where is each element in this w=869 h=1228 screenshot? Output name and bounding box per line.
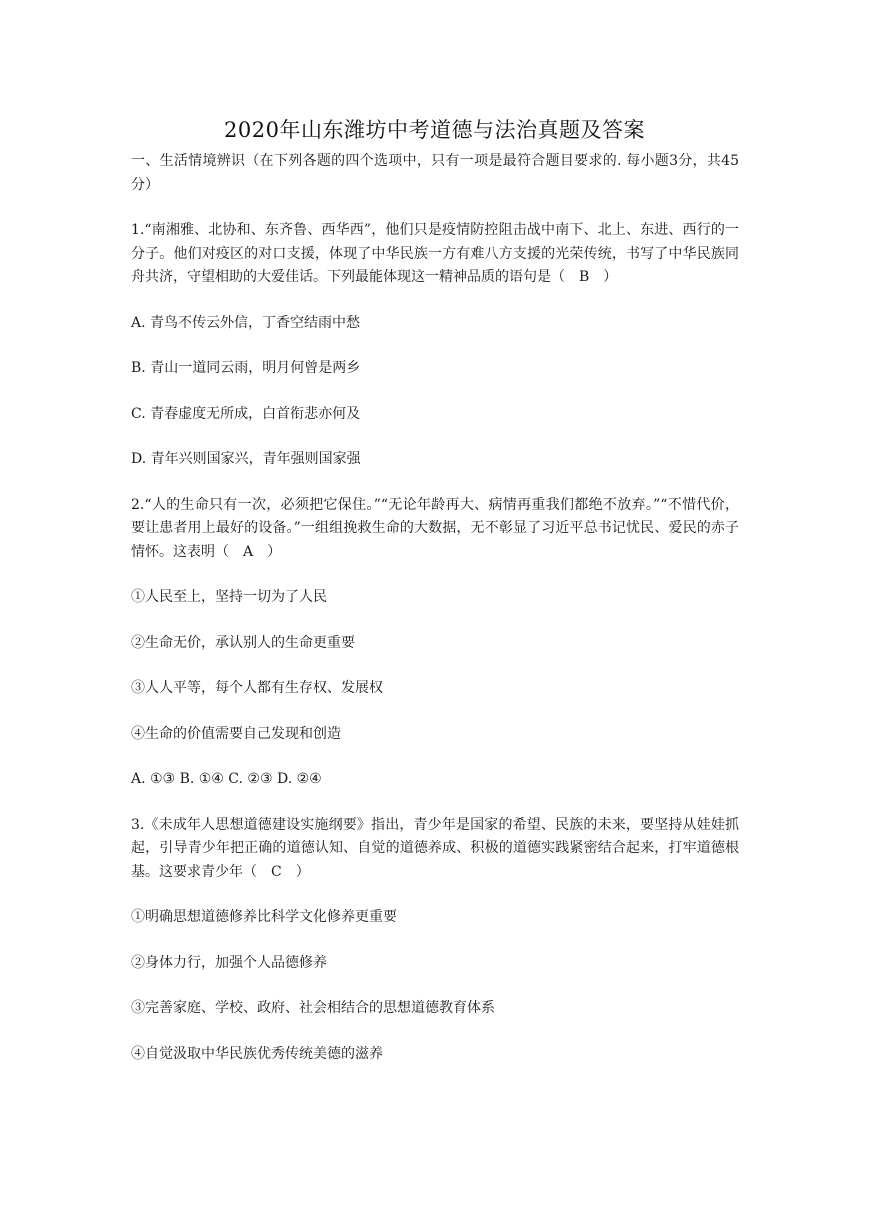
option-line: ①人民至上，坚持一切为了人民 [131,589,327,605]
option-line: ①明确思想道德修养比科学文化修养更重要 [131,909,397,925]
question-stem: 2.“人的生命只有一次，必须把它保住。”“无论年龄再大、病情再重我们都绝不放弃。”“不惜代价，要让患者用上最好的设备。”一组组挽救生命的大数据，无不彰显了习近平总书记忧民、爱民的赤子情怀。这表明（ A ） [131,496,739,560]
answer-choices-line: A. ①③ B. ①④ C. ②③ D. ②④ [131,771,322,787]
option-line: A. 青鸟不传云外信，丁香空结雨中愁 [131,314,361,331]
option-line: B. 青山一道同云雨，明月何曾是两乡 [131,360,361,376]
section-heading: 一、生活情境辨识（在下列各题的四个选项中，只有一项是最符合题目要求的. 每小题3分，共45分） [131,153,739,193]
option-line: ③完善家庭、学校、政府、社会相结合的思想道德教育体系 [131,1000,495,1016]
question-3 [131,814,739,1067]
option-line: D. 青年兴则国家兴，青年强则国家强 [131,451,361,467]
document-title: 2020年山东潍坊中考道德与法治真题及答案 [224,118,645,142]
option-line: ②生命无价，承认别人的生命更重要 [131,634,355,651]
option-line: ④生命的价值需要自己发现和创造 [131,725,341,742]
question-stem: 1.“南湘雅、北协和、东齐鲁、西华西”，他们只是疫情防控阻击战中南下、北上、东进、西行的一分子。他们对疫区的对口支援，体现了中华民族一方有难八方支援的光荣传统，书写了中华民族同舟共济，守望相助的大爱佳话。下列最能体现这一精神品质的语句是（ B ） [131,222,739,285]
question-stem: 3.《未成年人思想道德建设实施纲要》指出，青少年是国家的希望、民族的未来，要坚持从娃娃抓起，引导青少年把正确的道德认知、自觉的道德养成、积极的道德实践紧密结合起来，打牢道德根基。这要求青少年（ C ） [131,816,739,880]
question-2 [131,494,739,792]
option-line: ③人人平等，每个人都有生存权、发展权 [131,680,383,696]
question-1 [131,219,739,472]
document-body [131,150,739,1066]
option-line: ④自觉汲取中华民族优秀传统美德的滋养 [131,1045,383,1062]
option-line: C. 青春虚度无所成，白首衔悲亦何及 [131,405,361,422]
option-line: ②身体力行，加强个人品德修养 [131,954,327,971]
